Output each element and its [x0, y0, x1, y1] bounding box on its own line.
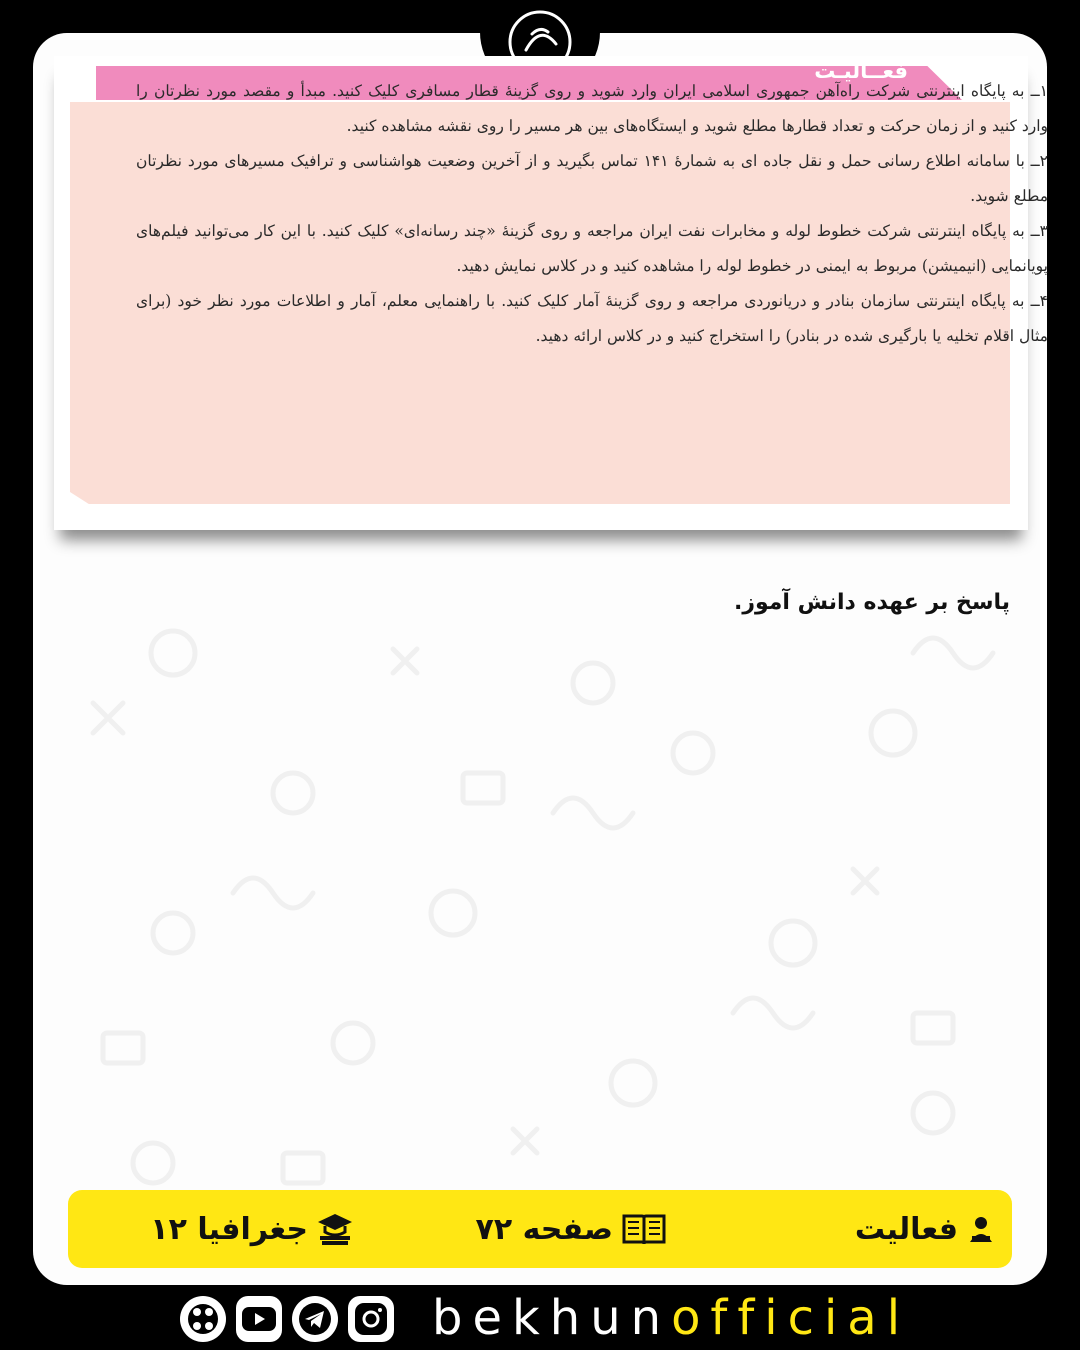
activity-item-3: ۳ــ به پایگاه اینترنتی شرکت خطوط لوله و مخابرات نفت ایران مراجعه و روی گزینهٔ «چند رسانه‌ای» کلیک کنید. با این کار می‌توانید فیلم‌های پویانمایی (انیمیشن) مربوط به ایمنی در خطوط لوله را مشاهده کنید و در کلاس نمایش دهید. [136, 222, 1048, 275]
handle-yellow: official [671, 1290, 911, 1346]
activity-item-4: ۴ــ به پایگاه اینترنتی سازمان بنادر و دریانوردی مراجعه و روی گزینهٔ آمار کلیک کنید. با راهنمایی معلم، آمار و اطلاعات مورد نظر خود (برای مثال اقلام تخلیه یا بارگیری شده در بنادر) را استخراج کنید و در کلاس ارائه دهید. [136, 292, 1048, 345]
info-bar [68, 1190, 1012, 1268]
youtube-link[interactable] [236, 1296, 282, 1342]
teacher-icon [966, 1214, 996, 1244]
youtube-icon [241, 1306, 277, 1332]
info-activity [855, 1206, 996, 1252]
instagram-icon [353, 1301, 389, 1337]
activity-header-title: فعــالیـت [814, 59, 908, 83]
instagram-link[interactable] [348, 1296, 394, 1342]
telegram-icon [297, 1301, 333, 1337]
handle-white: bekhun [432, 1290, 672, 1346]
social-links [180, 1296, 394, 1342]
brand-handle [432, 1290, 910, 1346]
activity-item-1: ۱ــ به پایگاه اینترنتی شرکت راه‌آهن جمهوری اسلامی ایران وارد شوید و روی گزینهٔ قطار مسافری کلیک کنید. مبدأ و مقصد مورد نظرتان را وارد کنید و از زمان حرکت و تعداد قطارها مطلع شوید و ایستگاه‌های بین هر مسیر را روی نقشه مشاهده کنید. [136, 82, 1048, 135]
info-page [476, 1206, 667, 1252]
info-book [150, 1206, 354, 1252]
info-activity-label: فعالیت [854, 1211, 958, 1247]
open-book-icon [621, 1212, 667, 1246]
info-book-label: جغرافیا ۱۲ [150, 1211, 308, 1247]
aparat-link[interactable] [180, 1296, 226, 1342]
activity-item-2: ۲ــ با سامانه اطلاع رسانی حمل و نقل جاده ای به شمارهٔ ۱۴۱ تماس بگیرید و از آخرین وضعیت هواشناسی و ترافیک مسیرهای مورد نظرتان مطلع شوید. [136, 152, 1048, 205]
aparat-icon [185, 1301, 221, 1337]
activity-text [136, 74, 1048, 354]
answer-text: پاسخ بر عهده دانش آموز. [733, 590, 1010, 615]
telegram-link[interactable] [292, 1296, 338, 1342]
graduation-cap-icon [316, 1212, 354, 1246]
info-page-label: صفحه ۷۲ [475, 1211, 613, 1247]
